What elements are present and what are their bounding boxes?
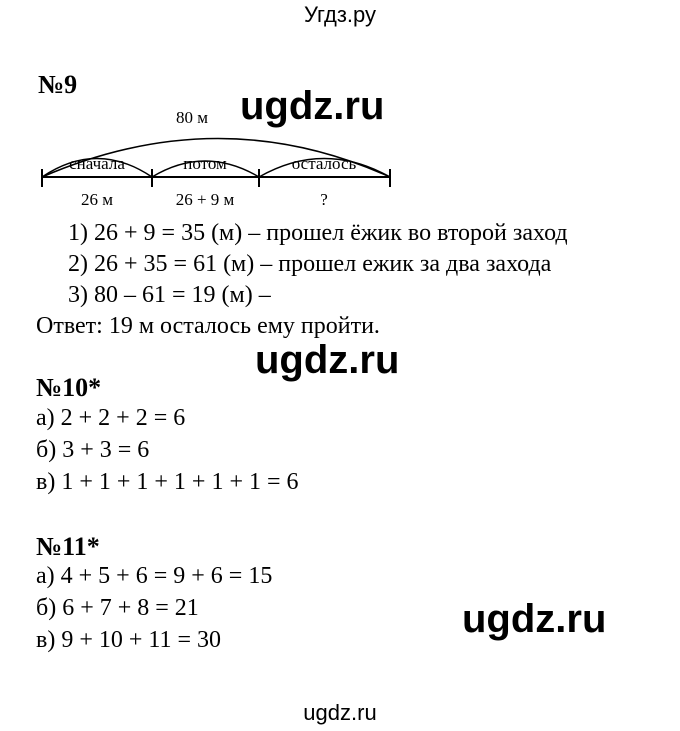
segment-value-1: 26 м (80, 190, 114, 209)
watermark: ugdz.ru (255, 338, 400, 382)
task9-number: №9 (38, 70, 78, 99)
task9-step-1: 1) 26 + 9 = 35 (м) – прошел ёжик во второй заход (68, 220, 568, 246)
watermark: ugdz.ru (240, 84, 385, 128)
watermark: ugdz.ru (462, 597, 607, 641)
segment-value-2: 26 + 9 м (175, 190, 235, 209)
task11-number: №11* (36, 532, 100, 561)
segment-label-1: сначала (69, 154, 125, 173)
task11-line-b: б) 6 + 7 + 8 = 21 (36, 595, 199, 621)
task9-step-3: 3) 80 – 61 = 19 (м) – (68, 282, 271, 308)
task9-step-2: 2) 26 + 35 = 61 (м) – прошел ежик за два захода (68, 251, 552, 277)
task11-line-c: в) 9 + 10 + 11 = 30 (36, 627, 222, 653)
segment-value-3: ? (320, 190, 328, 209)
task10-line-a: а) 2 + 2 + 2 = 6 (36, 405, 186, 431)
site-footer: ugdz.ru (303, 700, 377, 725)
task10-number: №10* (36, 373, 102, 402)
segment-label-2: потом (183, 154, 227, 173)
segment-diagram (30, 95, 410, 215)
task10-line-b: б) 3 + 3 = 6 (36, 437, 150, 463)
segment-label-3: осталось (291, 154, 357, 173)
task9-answer: Ответ: 19 м осталось ему пройти. (36, 313, 380, 339)
diagram-total-label: 80 м (175, 108, 209, 127)
site-header: Угдз.ру (303, 2, 377, 27)
task10-line-c: в) 1 + 1 + 1 + 1 + 1 + 1 = 6 (36, 469, 299, 495)
task11-line-a: а) 4 + 5 + 6 = 9 + 6 = 15 (36, 563, 273, 589)
